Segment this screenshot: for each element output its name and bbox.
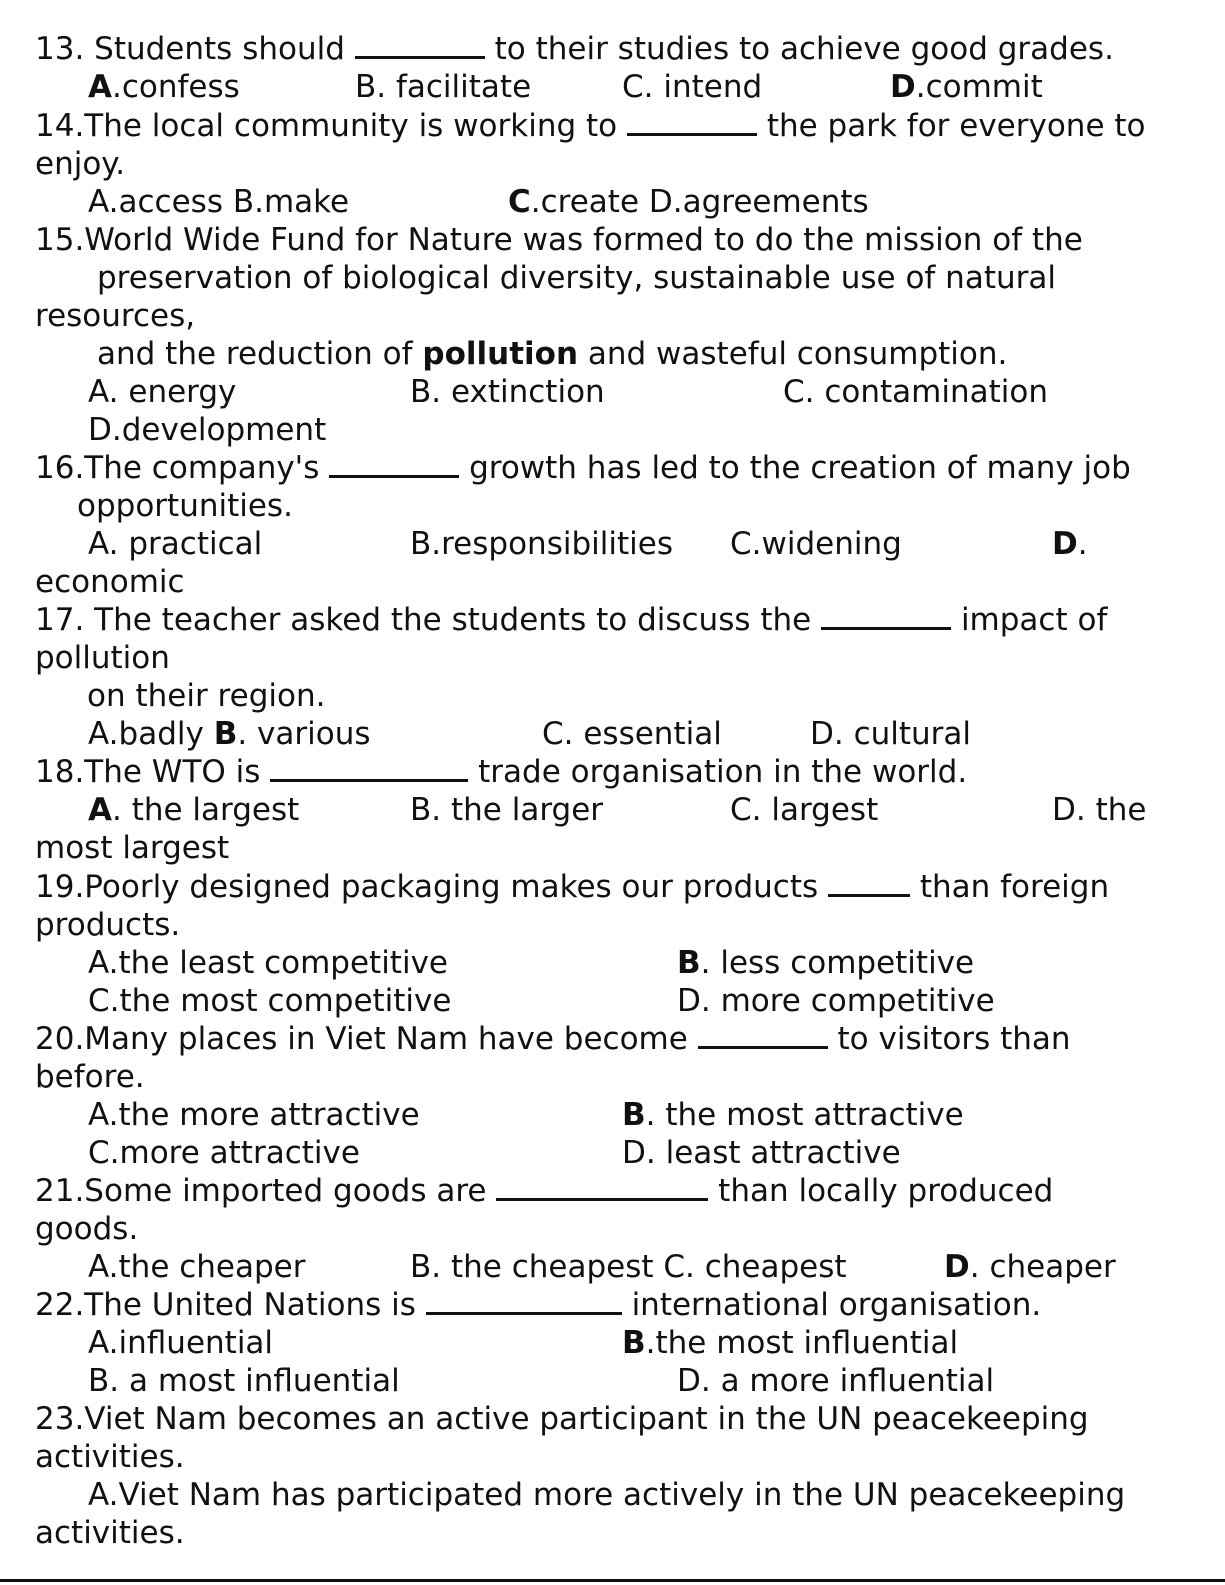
q15-option-c: C. contamination xyxy=(783,374,1048,410)
q18-option-d-cont: most largest xyxy=(35,830,230,866)
q23-stem: 23.Viet Nam becomes an active participant in the UN peacekeeping xyxy=(35,1401,1089,1437)
q20-option-d: D. least attractive xyxy=(622,1135,901,1171)
q13-option-c: C. intend xyxy=(622,69,763,105)
q19-stem: 19.Poorly designed packaging makes our products than foreign xyxy=(35,869,1110,905)
q23-stem-cont: activities. xyxy=(35,1439,185,1475)
q22-option-c: B. a most influential xyxy=(88,1363,400,1399)
q14-stem-cont: enjoy. xyxy=(35,146,126,182)
q15-stem: 15.World Wide Fund for Nature was formed to do the mission of the xyxy=(35,222,1083,258)
q18-option-b: B. the larger xyxy=(410,792,604,828)
q23-option-a: A.Viet Nam has participated more actively in the UN peacekeeping xyxy=(88,1477,1126,1513)
q19-stem-cont: products. xyxy=(35,907,181,943)
q17-option-c: C. essential xyxy=(542,716,722,752)
q13-stem: 13. Students should to their studies to achieve good grades. xyxy=(35,31,1114,67)
q22-option-a: A.influential xyxy=(88,1325,274,1361)
q18-stem: 18.The WTO is trade organisation in the world. xyxy=(35,754,968,790)
q16-option-d: economic xyxy=(35,564,185,600)
q17-stem: 17. The teacher asked the students to discuss the impact of xyxy=(35,602,1108,638)
q17-stem-cont: pollution xyxy=(35,640,170,676)
q16-option-c: C.widening xyxy=(730,526,902,562)
q23-option-a-cont: activities. xyxy=(35,1515,185,1551)
q15-option-a: A. energy xyxy=(88,374,237,410)
q15-stem-line2: preservation of biological diversity, sustainable use of natural xyxy=(97,260,1056,296)
q18-option-a: A. the largest xyxy=(88,792,300,828)
q16-option-a: A. practical xyxy=(88,526,263,562)
q15-stem-line3: resources, xyxy=(35,298,196,334)
q18-option-d: D. the xyxy=(1052,792,1147,828)
q16-stem: 16.The company's growth has led to the creation of many job xyxy=(35,450,1131,486)
q16-option-b: B.responsibilities xyxy=(410,526,673,562)
q18-option-c: C. largest xyxy=(730,792,879,828)
q21-stem-cont: goods. xyxy=(35,1211,139,1247)
answer-blank[interactable] xyxy=(426,1286,622,1315)
q21-option-a: A.the cheaper xyxy=(88,1249,306,1285)
q20-stem: 20.Many places in Viet Nam have become to visitors than xyxy=(35,1021,1071,1057)
q20-option-b: B. the most attractive xyxy=(622,1097,964,1133)
page-bottom-rule xyxy=(0,1579,1225,1582)
q19-option-a: A.the least competitive xyxy=(88,945,448,981)
q17-option-d: D. cultural xyxy=(810,716,972,752)
answer-blank[interactable] xyxy=(821,601,951,630)
answer-blank[interactable] xyxy=(329,449,459,478)
q21-option-d: D. cheaper xyxy=(944,1249,1116,1285)
q19-option-d: D. more competitive xyxy=(677,983,995,1019)
q14-options-cd: C.create D.agreements xyxy=(508,184,869,220)
q21-options-bc: B. the cheapest C. cheapest xyxy=(410,1249,847,1285)
q17-options-ab: A.badly B. various xyxy=(88,716,371,752)
q19-option-c: C.the most competitive xyxy=(88,983,452,1019)
q13-option-b: B. facilitate xyxy=(355,69,532,105)
q22-option-b: B.the most influential xyxy=(622,1325,959,1361)
q13-option-d: D.commit xyxy=(890,69,1043,105)
q16-option-d-letter: D. xyxy=(1052,526,1088,562)
q15-option-b: B. extinction xyxy=(410,374,605,410)
q20-option-c: C.more attractive xyxy=(88,1135,360,1171)
q21-stem: 21.Some imported goods are than locally produced xyxy=(35,1173,1054,1209)
q20-stem-cont: before. xyxy=(35,1059,145,1095)
answer-blank[interactable] xyxy=(627,107,757,136)
answer-blank[interactable] xyxy=(355,30,485,59)
q15-stem-line4: and the reduction of pollution and wasteful consumption. xyxy=(97,336,1008,372)
q13-option-a: A.confess xyxy=(88,69,240,105)
q22-stem: 22.The United Nations is international organisation. xyxy=(35,1287,1042,1323)
q19-option-b: B. less competitive xyxy=(677,945,975,981)
answer-blank[interactable] xyxy=(698,1020,828,1049)
answer-blank[interactable] xyxy=(270,753,468,782)
q17-stem-cont2: on their region. xyxy=(87,678,326,714)
q16-stem-cont: opportunities. xyxy=(77,488,293,524)
answer-blank[interactable] xyxy=(496,1172,708,1201)
q20-option-a: A.the more attractive xyxy=(88,1097,420,1133)
q15-option-d: D.development xyxy=(88,412,327,448)
q14-options-ab: A.access B.make xyxy=(88,184,350,220)
q22-option-d: D. a more influential xyxy=(677,1363,995,1399)
answer-blank[interactable] xyxy=(828,868,910,897)
q14-stem: 14.The local community is working to the park for everyone to xyxy=(35,108,1146,144)
